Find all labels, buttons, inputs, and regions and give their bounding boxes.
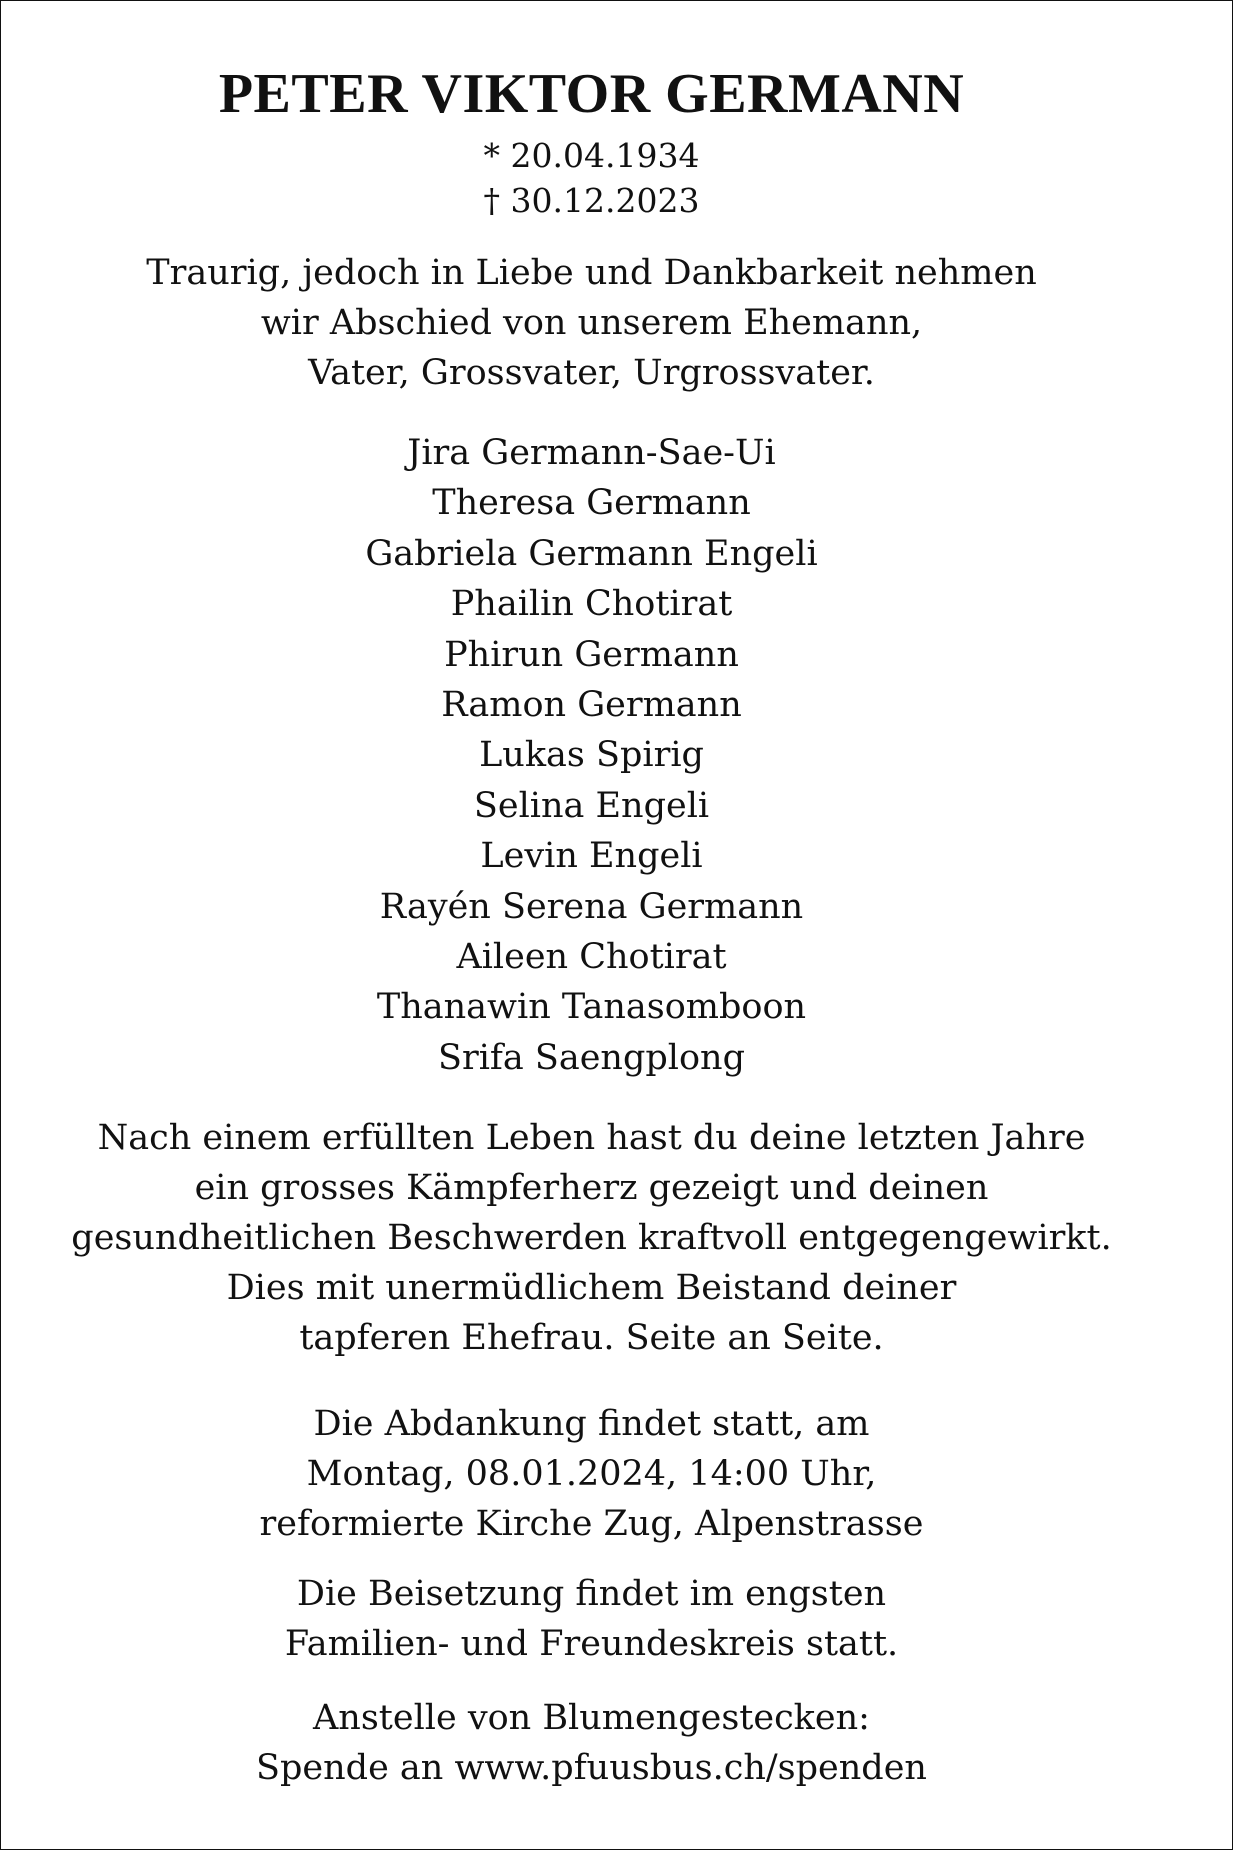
mourner-name: Phailin Chotirat [450, 584, 733, 625]
message-line: Dies mit unermüdlichem Beistand deiner [226, 1268, 957, 1309]
mourner-name: Srifa Saengplong [438, 1037, 745, 1078]
mourners-list [1, 428, 1232, 1083]
mourner-name: Phirun Germann [444, 634, 739, 675]
burial-info [1, 1569, 1232, 1669]
mourner-name: Rayén Serena Germann [379, 886, 804, 927]
mourner-name: Thanawin Tanasomboon [376, 987, 807, 1028]
message-paragraph [1, 1113, 1232, 1363]
message-line: ein grosses Kämpferherz gezeigt und deinen [194, 1168, 989, 1209]
intro-line: wir Abschied von unserem Ehemann, [260, 303, 923, 343]
donation-info [1, 1693, 1232, 1793]
donation-line: Anstelle von Blumengestecken: [313, 1698, 870, 1739]
mourner-name: Gabriela Germann Engeli [365, 533, 818, 574]
service-info [1, 1399, 1232, 1549]
mourner-name: Ramon Germann [441, 685, 742, 726]
service-line: Montag, 08.01.2024, 14:00 Uhr, [306, 1454, 877, 1495]
service-line: Die Abdankung findet statt, am [313, 1404, 870, 1445]
mourner-name: Jira Germann-Sae-Ui [407, 433, 776, 473]
donation-line: Spende an www.pfuusbus.ch/spenden [256, 1748, 927, 1789]
intro-line: Vater, Grossvater, Urgrossvater. [308, 353, 875, 393]
birth-date: * 20.04.1934 [483, 136, 700, 175]
life-dates [1, 133, 1232, 223]
burial-line: Die Beisetzung findet im engsten [296, 1574, 887, 1615]
mourner-name: Theresa Germann [432, 483, 751, 524]
mourner-name: Aileen Chotirat [456, 937, 727, 978]
death-date: † 30.12.2023 [483, 181, 700, 220]
mourner-name: Lukas Spirig [479, 735, 704, 776]
intro-line: Traurig, jedoch in Liebe und Dankbarkeit nehmen [146, 253, 1037, 293]
burial-line: Familien- und Freundeskreis statt. [284, 1624, 899, 1665]
deceased-name: PETER VIKTOR GERMANN [218, 63, 965, 125]
message-line: gesundheitlichen Beschwerden kraftvoll entgegengewirkt. [71, 1218, 1112, 1259]
intro-paragraph [1, 248, 1232, 398]
mourner-name: Levin Engeli [480, 836, 703, 877]
service-line: reformierte Kirche Zug, Alpenstrasse [259, 1504, 924, 1545]
message-line: tapferen Ehefrau. Seite an Seite. [299, 1318, 884, 1359]
message-line: Nach einem erfüllten Leben hast du deine letzten Jahre [97, 1118, 1086, 1159]
mourner-name: Selina Engeli [473, 785, 710, 826]
